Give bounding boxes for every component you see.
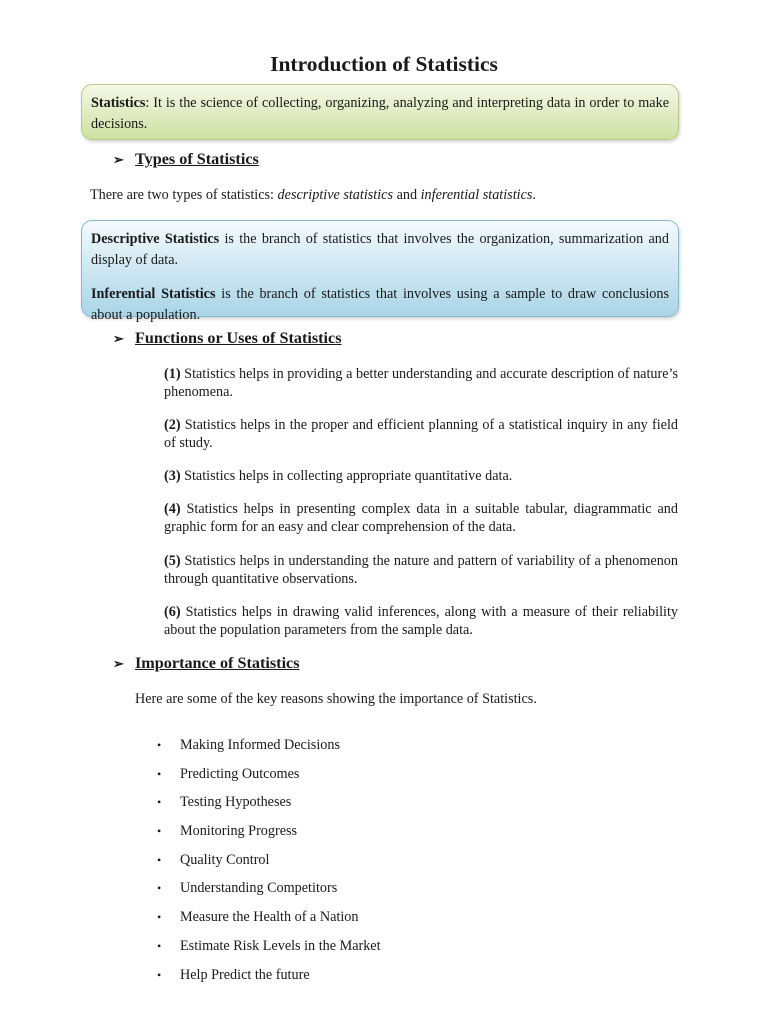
disc-bullet-icon: • [157, 881, 162, 896]
types-intro-and: and [393, 187, 421, 203]
importance-heading-text: Importance of Statistics [135, 654, 300, 672]
types-intro-descriptive: descriptive statistics [277, 187, 394, 203]
list-item-text: Estimate Risk Levels in the Market [180, 937, 381, 954]
disc-bullet-icon: • [157, 738, 162, 752]
types-definition-box [81, 220, 679, 323]
function-item [164, 365, 678, 401]
function-item [164, 467, 678, 485]
descriptive-text: is the branch of statistics that involves the organization, summarization and display of data. [91, 231, 669, 268]
list-item-text: Measure the Health of a Nation [180, 909, 359, 926]
list-item-text: Understanding Competitors [180, 880, 338, 897]
list-item [157, 765, 381, 794]
importance-heading [113, 654, 300, 673]
list-item [157, 851, 381, 880]
list-item-text: Quality Control [180, 851, 270, 868]
types-heading-text: Types of Statistics [135, 150, 259, 168]
function-number: (5) [164, 553, 181, 569]
importance-list [157, 736, 381, 994]
definition-paragraph [91, 93, 669, 135]
definition-term: Statistics [91, 95, 146, 111]
types-intro [90, 186, 536, 205]
list-item-text: Testing Hypotheses [180, 794, 292, 811]
list-item [157, 822, 381, 851]
function-text: Statistics helps in drawing valid inferences, along with a measure of their reliability about the population parameters from the sample data. [164, 604, 678, 638]
disc-bullet-icon: • [157, 852, 162, 867]
types-intro-inferential: inferential statistics [420, 187, 533, 203]
list-item [157, 937, 381, 966]
arrowhead-bullet-icon: ➢ [113, 151, 124, 167]
list-item-text: Monitoring Progress [180, 823, 298, 840]
list-item-text: Help Predict the future [180, 966, 310, 983]
function-number: (4) [164, 501, 181, 517]
page-title: Introduction of Statistics [270, 52, 498, 76]
descriptive-term: Descriptive Statistics [91, 231, 220, 247]
list-item [157, 908, 381, 937]
list-item-text: Making Informed Decisions [180, 737, 340, 753]
disc-bullet-icon: • [157, 967, 162, 982]
inferential-definition [91, 284, 669, 326]
inferential-text: is the branch of statistics that involves using a sample to draw conclusions about a population. [91, 286, 670, 323]
function-number: (1) [164, 366, 181, 382]
function-item [164, 552, 678, 588]
types-intro-prefix: There are two types of statistics: [90, 187, 278, 203]
types-heading [113, 150, 259, 169]
function-number: (2) [164, 417, 181, 433]
list-item [157, 966, 381, 995]
list-item [157, 879, 381, 908]
functions-heading [113, 329, 342, 348]
importance-intro: Here are some of the key reasons showing the importance of Statistics. [135, 691, 537, 707]
function-text: Statistics helps in understanding the nature and pattern of variability of a phenomenon through quantitative observations. [164, 553, 678, 587]
disc-bullet-icon: • [157, 824, 162, 839]
list-item [157, 736, 381, 765]
function-text: Statistics helps in providing a better understanding and accurate description of nature’s phenomena. [164, 366, 678, 400]
list-item [157, 793, 381, 822]
list-item-text: Predicting Outcomes [180, 765, 300, 782]
function-number: (6) [164, 604, 181, 620]
function-item [164, 603, 678, 639]
descriptive-definition [91, 229, 669, 271]
disc-bullet-icon: • [157, 938, 162, 953]
function-item [164, 416, 678, 452]
arrowhead-bullet-icon: ➢ [113, 330, 124, 346]
disc-bullet-icon: • [157, 766, 162, 781]
function-text: Statistics helps in the proper and efficient planning of a statistical inquiry in any field of study. [164, 417, 678, 451]
disc-bullet-icon: • [157, 910, 162, 925]
definition-text: : It is the science of collecting, organizing, analyzing and interpreting data in order to make decisions. [91, 95, 669, 132]
function-text: Statistics helps in collecting appropriate quantitative data. [180, 468, 513, 484]
function-number: (3) [164, 468, 181, 484]
inferential-term: Inferential Statistics [91, 286, 216, 302]
disc-bullet-icon: • [157, 795, 162, 810]
function-item [164, 500, 678, 536]
function-text: Statistics helps in presenting complex data in a suitable tabular, diagrammatic and graphic form for an easy and clear comprehension of the data. [164, 501, 678, 535]
types-intro-suffix: . [532, 187, 536, 203]
functions-heading-text: Functions or Uses of Statistics [135, 329, 342, 347]
arrowhead-bullet-icon: ➢ [113, 655, 124, 671]
definition-box [81, 84, 679, 140]
